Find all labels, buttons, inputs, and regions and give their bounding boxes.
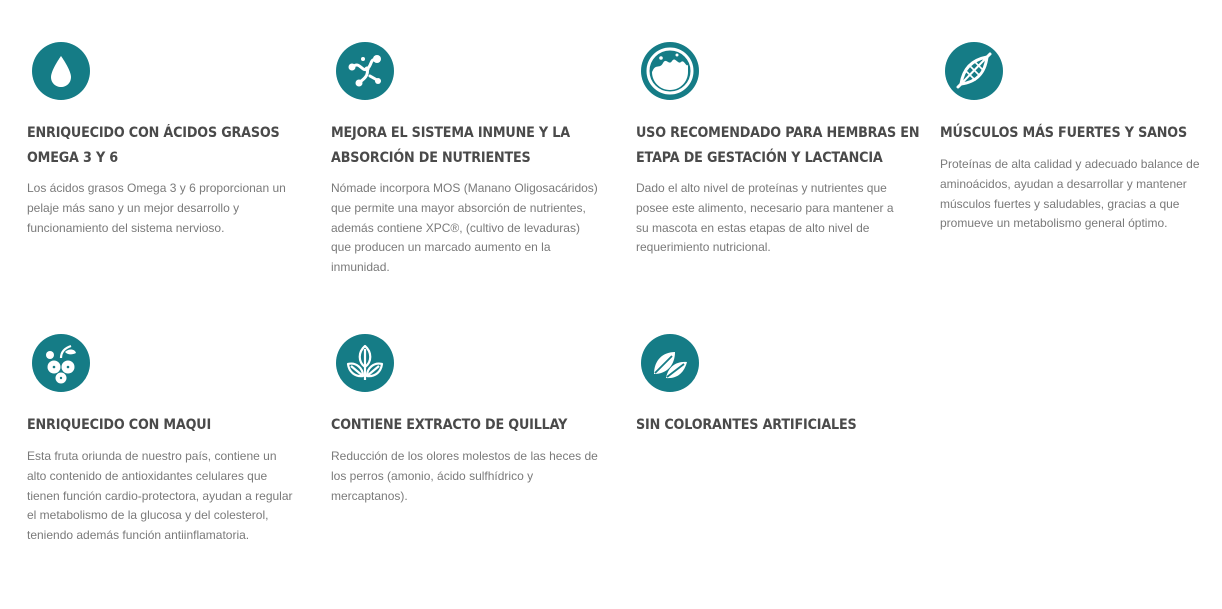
droplet-icon bbox=[32, 42, 90, 100]
feature-description: Reducción de los olores molestos de las heces de los perros (amonio, ácido sulfhídrico y mercaptanos). bbox=[331, 449, 598, 503]
feature-title: SIN COLORANTES ARTIFICIALES bbox=[636, 417, 857, 433]
feature-description: Los ácidos grasos Omega 3 y 6 proporcionan un pelaje más sano y un mejor desarrollo y funcionamiento del sistema nervioso. bbox=[27, 181, 286, 235]
feature-description: Proteínas de alta calidad y adecuado balance de aminoácidos, ayudan a desarrollar y mantener músculos fuertes y saludables, gracias a que promueve un metabolismo general óptimo. bbox=[940, 157, 1200, 231]
feature-description: Nómade incorpora MOS (Manano Oligosacáridos) que permite una mayor absorción de nutrientes, además contiene XPC®, (cultivo de levaduras) que producen un marcado aumento en la inmunidad. bbox=[331, 181, 598, 275]
molecule-icon bbox=[336, 42, 394, 100]
feature-description: Dado el alto nivel de proteínas y nutrientes que posee este alimento, necesario para mantener a su mascota en estas etapas de alto nivel de requerimiento nutricional. bbox=[636, 181, 894, 255]
leaf-pair-icon bbox=[641, 334, 699, 392]
feature-title: CONTIENE EXTRACTO DE QUILLAY bbox=[331, 417, 568, 433]
feature-title: ENRIQUECIDO CON ÁCIDOS GRASOS OMEGA 3 Y 6 bbox=[27, 125, 280, 166]
muscle-fiber-icon bbox=[945, 42, 1003, 100]
milk-splash-icon bbox=[641, 42, 699, 100]
feature-title: USO RECOMENDADO PARA HEMBRAS EN ETAPA DE GESTACIÓN Y LACTANCIA bbox=[636, 125, 920, 166]
berries-icon bbox=[32, 334, 90, 392]
feature-title: MÚSCULOS MÁS FUERTES Y SANOS bbox=[940, 125, 1187, 141]
feature-description: Esta fruta oriunda de nuestro país, contiene un alto contenido de antioxidantes celulares que tienen función cardio-protectora, ayudan a regular el metabolismo de la glucosa y del colesterol, teniendo además función antiinflamatoria. bbox=[27, 449, 293, 543]
feature-title: ENRIQUECIDO CON MAQUI bbox=[27, 417, 212, 433]
feature-title: MEJORA EL SISTEMA INMUNE Y LA ABSORCIÓN DE NUTRIENTES bbox=[331, 125, 570, 166]
leaves-icon bbox=[336, 334, 394, 392]
